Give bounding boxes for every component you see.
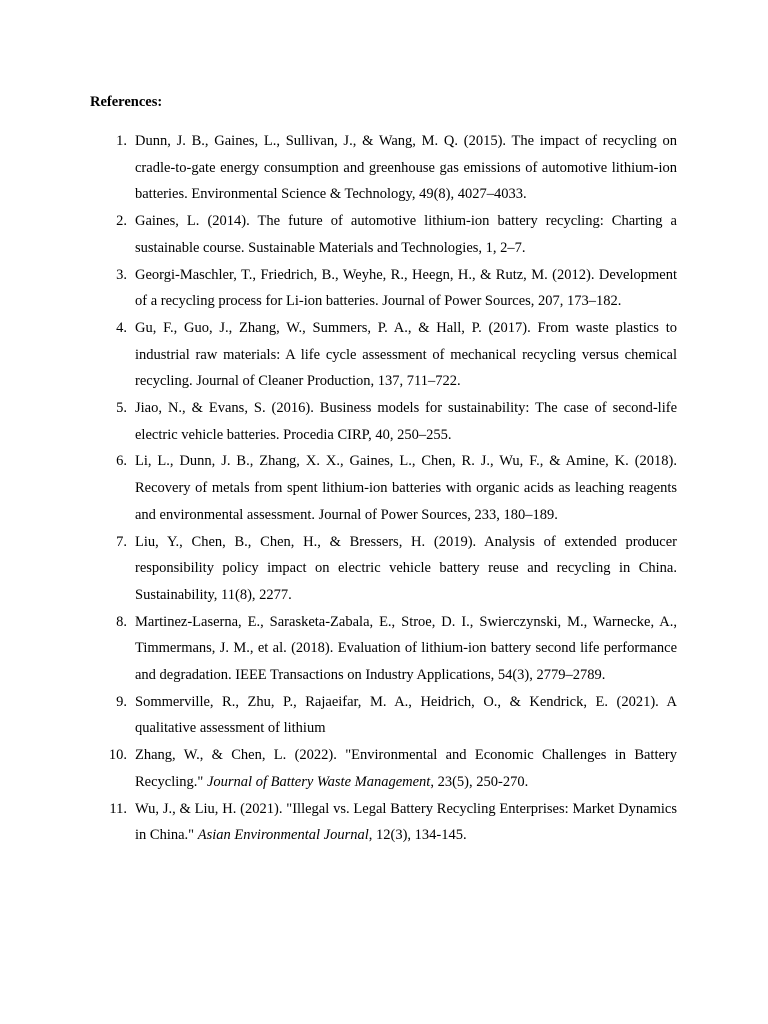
reference-text: Liu, Y., Chen, B., Chen, H., & Bressers, H. (2019). Analysis of extended producer responsibility policy impact on electric vehicle battery reuse and recycling in China. Sustainability, 11(8), 2277. — [135, 533, 677, 603]
reference-item — [90, 529, 677, 609]
reference-item — [90, 609, 677, 689]
reference-number: 2. — [116, 213, 127, 230]
reference-citation: Zhang, W., & Chen, L. (2022). "Environmental and Economic Challenges in Battery Recycling." — [135, 747, 677, 790]
reference-text: Gu, F., Guo, J., Zhang, W., Summers, P. A., & Hall, P. (2017). From waste plastics to industrial raw materials: A life cycle assessment of mechanical recycling versus chemical recycling. Journal of Cleaner Production, 137, 711–722. — [135, 319, 677, 390]
reference-number: 9. — [116, 693, 127, 710]
reference-volume-pages: , 12(3), 134-145. — [368, 827, 467, 844]
references-heading: References: — [90, 94, 163, 110]
reference-item — [90, 742, 677, 795]
reference-item — [90, 395, 677, 448]
reference-journal: Asian Environmental Journal — [197, 827, 369, 844]
reference-number: 1. — [116, 133, 127, 149]
reference-number: 11. — [109, 800, 127, 817]
document-page — [90, 92, 677, 849]
reference-number: 4. — [116, 319, 127, 336]
reference-item — [90, 262, 677, 315]
reference-number: 7. — [116, 533, 127, 550]
reference-number: 5. — [116, 400, 127, 417]
reference-text — [135, 742, 677, 795]
reference-item — [90, 448, 677, 528]
reference-number: 10. — [108, 747, 127, 764]
reference-item — [90, 315, 677, 395]
reference-text: Jiao, N., & Evans, S. (2016). Business models for sustainability: The case of second-life electric vehicle batteries. Procedia CIRP, 40, 250–255. — [135, 400, 677, 443]
reference-text: Li, L., Dunn, J. B., Zhang, X. X., Gaines, L., Chen, R. J., Wu, F., & Amine, K. (2018). Recovery of metals from spent lithium-ion batteries with organic acids as leaching reagents and environmental assessment. Journal of Power Sources, 233, 180–189. — [135, 453, 677, 523]
reference-number: 6. — [116, 453, 127, 470]
reference-text — [135, 796, 677, 849]
reference-item — [90, 128, 677, 208]
reference-volume-pages: , 23(5), 250-270. — [430, 773, 529, 790]
reference-text: Georgi-Maschler, T., Friedrich, B., Weyhe, R., Heegn, H., & Rutz, M. (2012). Development of a recycling process for Li-ion batteries. Journal of Power Sources, 207, 173–182. — [135, 266, 677, 310]
reference-text: Martinez-Laserna, E., Sarasketa-Zabala, E., Stroe, D. I., Swierczynski, M., Warnecke, A., Timmermans, J. M., et al. (2018). Evaluation of lithium-ion battery second life performance and degradation. IEEE Transactions on Industry Applications, 54(3), 2779–2789. — [135, 613, 677, 684]
reference-journal: Journal of Battery Waste Management — [206, 773, 431, 790]
reference-text: Sommerville, R., Zhu, P., Rajaeifar, M. A., Heidrich, O., & Kendrick, E. (2021). A qualitative assessment of lithium — [135, 693, 677, 737]
reference-citation: Wu, J., & Liu, H. (2021). "Illegal vs. Legal Battery Recycling Enterprises: Market Dynamics in China." — [135, 800, 677, 844]
reference-item — [90, 208, 677, 261]
reference-text: Dunn, J. B., Gaines, L., Sullivan, J., & Wang, M. Q. (2015). The impact of recycling on cradle-to-gate energy consumption and greenhouse gas emissions of automotive lithium-ion batteries. Environmental Science & Technology, 49(8), 4027–4033. — [135, 133, 677, 203]
reference-number: 8. — [116, 613, 127, 630]
reference-text: Gaines, L. (2014). The future of automotive lithium-ion battery recycling: Charting a sustainable course. Sustainable Materials and Technologies, 1, 2–7. — [135, 213, 677, 256]
reference-number: 3. — [116, 266, 127, 283]
reference-item — [90, 689, 677, 742]
reference-list — [90, 128, 677, 849]
reference-item — [90, 796, 677, 849]
